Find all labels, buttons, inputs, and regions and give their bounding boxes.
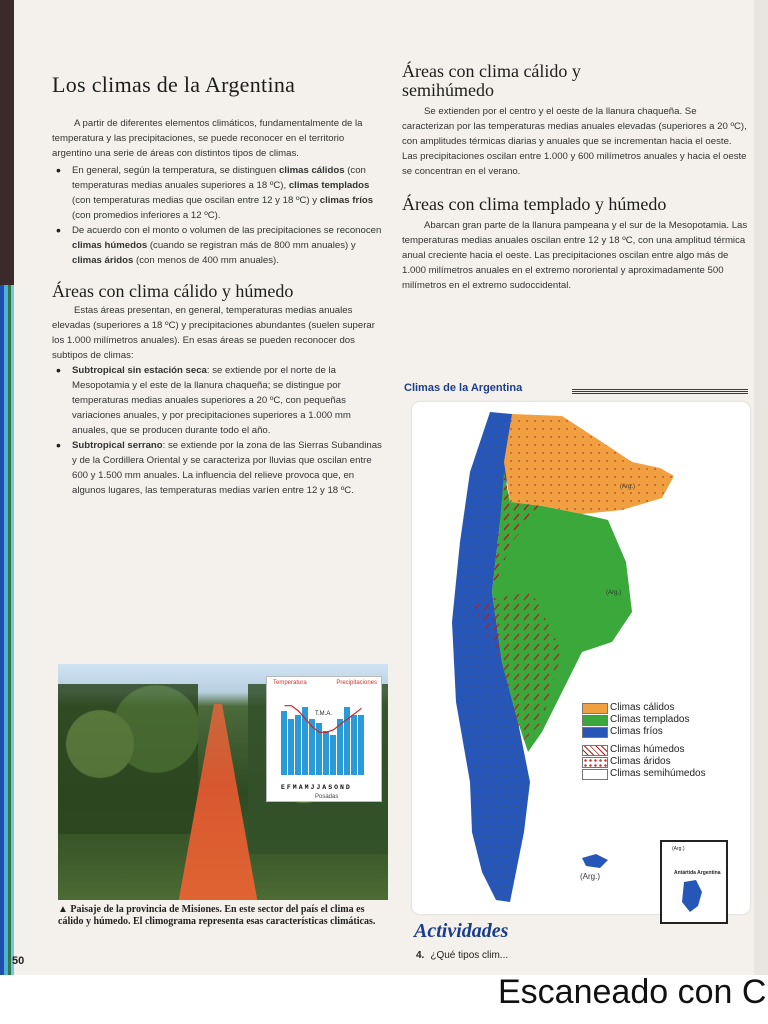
right-column xyxy=(402,62,748,293)
page-title: Los climas de la Argentina xyxy=(52,72,296,97)
legend-arid: Climas áridos xyxy=(582,756,706,768)
section-heading-warm-semihumid: Áreas con clima cálido y semihúmedo xyxy=(402,61,581,100)
precip-bar xyxy=(309,719,315,775)
precip-bar xyxy=(330,735,336,775)
book-spine-stripes xyxy=(0,285,14,975)
intro-paragraph: A partir de diferentes elementos climáticos, fundamentalmente de la temperatura y las precipitaciones, se puede reconocer en el territorio argentino una serie de áreas con distintos tipos de climas. xyxy=(52,118,363,159)
climogram-chart xyxy=(267,677,381,801)
warm-semihumid-paragraph: Se extienden por el centro y el oeste de la llanura chaqueña. Se caracterizan por las temperaturas medias anuales elevadas (superiores a 20 ºC), con amplitudes térmicas diarias y anuales que se incrementan hacia el oeste. Las precipitaciones oscilan entre 1.000 y 600 milímetros anuales y hacia el oeste se concentran en el verano. xyxy=(402,106,747,177)
malvinas-islands xyxy=(582,854,608,868)
activities-title: Actividades xyxy=(414,920,509,942)
climogram-precip-label: Precipitaciones xyxy=(336,680,377,686)
activity-question: 4. ¿Qué tipos clim... xyxy=(416,950,509,961)
climogram xyxy=(266,676,382,802)
misiones-landscape-photo xyxy=(58,664,388,900)
antarctica-inset: (Arg.) Antártida Argentina xyxy=(660,840,728,924)
page-number: 50 xyxy=(12,955,25,967)
warm-humid-paragraph: Estas áreas presentan, en general, temperaturas medias anuales elevadas (superiores a 18 ºC) y precipitaciones abundantes (suelen superar los 1.000 milímetros anuales). En esas áreas se pueden reconocer dos subtipos de climas: xyxy=(52,305,375,361)
map-svg xyxy=(412,402,750,914)
precip-bar xyxy=(281,711,287,775)
map-legend xyxy=(582,702,706,780)
scanner-watermark: Escaneado con C xyxy=(498,973,767,1011)
precip-bar xyxy=(288,719,294,775)
left-column xyxy=(52,72,384,498)
map-title-rule xyxy=(572,389,748,395)
legend-humid: Climas húmedos xyxy=(582,744,706,756)
arg-label-paraguay: (Arg.) xyxy=(620,484,635,490)
subtype-bullets xyxy=(52,363,384,498)
bullet-subtropical-serrano: • Subtropical serrano: se extiende por la zona de las Sierras Subandinas y de la Cordillera Oriental y se caracteriza por lluvias que oscilan entre 600 y 1.500 mm anuales. La influencia del relieve provoca que, en algunos lugares, las temperaturas medias varíen entre 12 y 18 ºC. xyxy=(52,438,384,498)
antarctica-shape xyxy=(662,842,722,918)
section-heading-temperate-humid: Áreas con clima templado y húmedo xyxy=(402,194,667,214)
map-title: Climas de la Argentina xyxy=(404,382,523,394)
precip-bar xyxy=(295,715,301,775)
argentina-climate-map xyxy=(412,402,750,914)
section-heading-warm-humid: Áreas con clima cálido y húmedo xyxy=(52,281,294,301)
photo-caption: ▲ Paisaje de la provincia de Misiones. En este sector del país el clima es cálido y húmedo. El climograma representa esas características climáticas. xyxy=(58,904,376,927)
climate-bullets xyxy=(52,163,384,268)
precip-bar xyxy=(302,707,308,775)
climogram-months: EFMAMJJASOND xyxy=(281,784,352,791)
climogram-tma-label: T.M.A. xyxy=(315,711,333,717)
precip-bar xyxy=(358,715,364,775)
climogram-place: Posadas xyxy=(315,794,339,800)
bullet-temperature: • En general, según la temperatura, se distinguen climas cálidos (con temperaturas medias anuales superiores a 18 ºC), climas templados (con temperaturas medias que oscilan entre 12 y 18 ºC) y climas fríos (con promedios inferiores a 12 ºC). xyxy=(52,163,384,223)
bullet-subtropical: • Subtropical sin estación seca: se extiende por el norte de la Mesopotamia y el este de la llanura chaqueña; se distingue por temperaturas medias anuales superiores a 20 ºC, con pequeñas variaciones anuales, y por precipitaciones superiores a 1.000 mm anuales, que se producen durante todo el año. xyxy=(52,363,384,438)
legend-temperate: Climas templados xyxy=(582,714,706,726)
precip-bar xyxy=(337,719,343,775)
legend-warm: Climas cálidos xyxy=(582,702,706,714)
arg-label-malvinas: (Arg.) xyxy=(580,872,600,881)
forest-left xyxy=(58,684,198,834)
bullet-precipitation: • De acuerdo con el monto o volumen de las precipitaciones se reconocen climas húmedos (cuando se registran más de 800 mm anuales) y climas áridos (con menos de 400 mm anuales). xyxy=(52,223,384,268)
climogram-temp-label: Temperatura xyxy=(273,680,307,686)
legend-semihumid: Climas semihúmedos xyxy=(582,768,706,780)
arg-label-uruguay: (Arg.) xyxy=(606,590,621,596)
page-edge xyxy=(754,0,768,975)
precip-bar xyxy=(351,715,357,775)
temperate-humid-paragraph: Abarcan gran parte de la llanura pampeana y el sur de la Mesopotamia. Las temperaturas medias anuales oscilan entre 12 y 18 ºC, con una amplitud térmica anual creciente hacia el oeste. Las precipitaciones oscilan entre algo más de 1.000 milímetros anuales en el extremo nororiental y aproximadamente 500 milímetros en el extremo sudoccidental. xyxy=(402,220,748,291)
legend-cold: Climas fríos xyxy=(582,726,706,738)
precip-bar xyxy=(323,731,329,775)
